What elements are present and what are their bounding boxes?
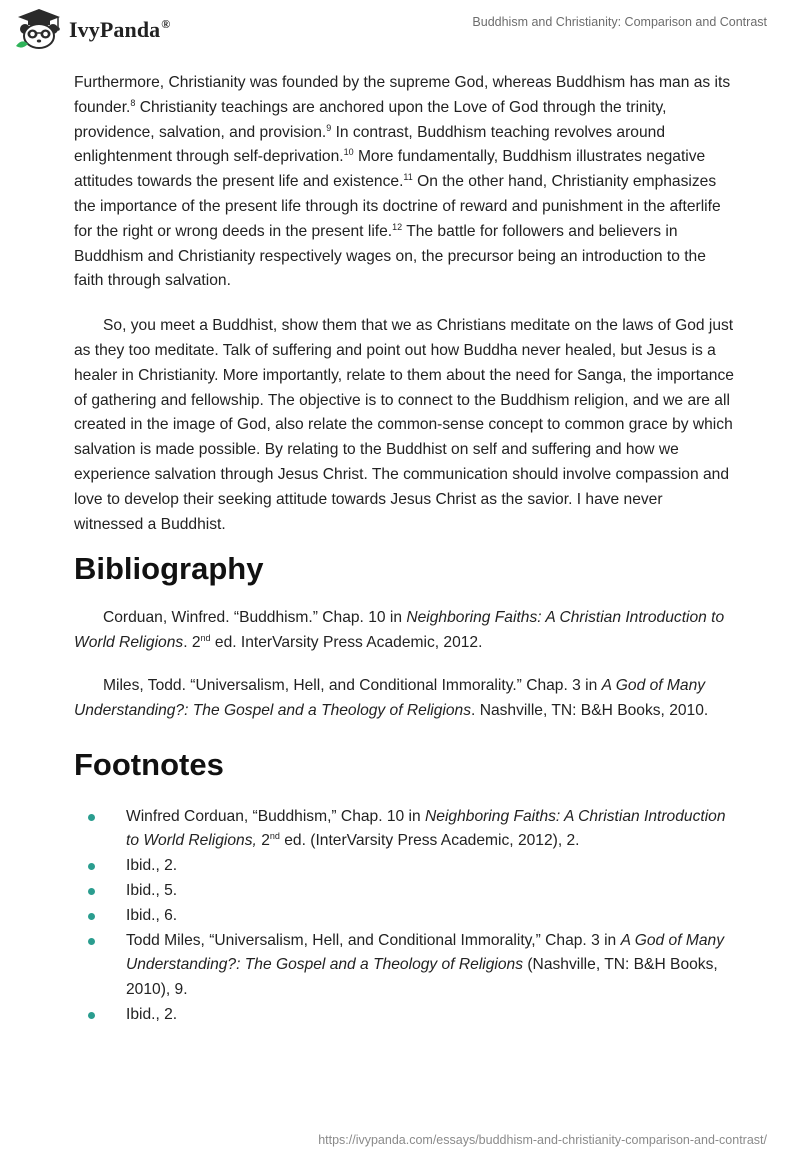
brand-name: IvyPanda® [69, 17, 171, 42]
body-paragraph-2: So, you meet a Buddhist, show them that we as Christians meditate on the laws of God just as they too meditate. Talk of suffering and point out how Buddha never healed, but Jesus is a healer in Christianity. More importantly, relate to them about the need for Sanga, the importance of gathering and fellowship. The objective is to connect to the Buddhism religion, and we are all created in the image of God, also relate the common-sense concept to common grace by which salvation is made possible. By relating to the Buddhist on self and suffering and how we experience salvation through Jesus Christ. The communication should involve compassion and love to develop their seeking attitude towards Jesus Christ as the savior. I have never witnessed a Buddhist. [74, 317, 734, 533]
footnote-item: Winfred Corduan, “Buddhism,” Chap. 10 in Neighboring Faiths: A Christian Introduction to World Religions, 2nd ed. (InterVarsity Press Academic, 2012), 2. [74, 805, 734, 855]
bibliography-entry: Corduan, Winfred. “Buddhism.” Chap. 10 in Neighboring Faiths: A Christian Introduction to World Religions. 2nd ed. InterVarsity Press Academic, 2012. [74, 609, 725, 652]
page-header [0, 0, 800, 62]
footnote-ref-11[interactable]: 11 [403, 172, 413, 183]
footnotes-list [74, 805, 734, 1028]
article-content [74, 71, 734, 1028]
ivypanda-logo[interactable] [14, 8, 170, 50]
body-paragraph-1: Furthermore, Christianity was founded by the supreme God, whereas Buddhism has man as its founder.$^8$ Christianity teachings are anchored upon the Love of God through the trinity, providence, salvation, and provision.$^9$ In contrast, Buddhism teaching revolves around enlightenment through self-deprivation.$^{10}$ More fundamentally, Buddhism illustrates negative attitudes towards the present life and existence.$^{11}$ On the other hand, Christianity emphasizes the importance of the present life through its doctrine of reward and punishment in the afterlife for the right or wrong deeds in the present life.$^{12}$ The battle for followers and believers in Buddhism and Christianity respectively wages on, the precursor being an introduction to the faith through salvation. [74, 74, 731, 290]
footnote-ref-10[interactable]: 10 [343, 147, 354, 158]
source-url-link[interactable]: https://ivypanda.com/essays/buddhism-and-christianity-comparison-and-contrast/ [318, 1133, 767, 1147]
footnote-ref-9[interactable]: 9 [326, 122, 332, 133]
bullet-icon [88, 814, 95, 821]
bullet-icon [88, 938, 95, 945]
bullet-icon [88, 913, 95, 920]
registered-mark: ® [161, 17, 171, 31]
footnote-item: Ibid., 2. [74, 1003, 734, 1028]
bullet-icon [88, 863, 95, 870]
bibliography-heading: Bibliography [74, 551, 264, 587]
footnote-item: Ibid., 2. [74, 854, 734, 879]
footnote-ref-8[interactable]: 8 [130, 97, 136, 108]
footnote-item: Todd Miles, “Universalism, Hell, and Conditional Immorality,” Chap. 3 in A God of Many Understanding?: The Gospel and a Theology of Religions (Nashville, TN: B&H Books, 2010), 9. [74, 929, 734, 1003]
bibliography-entry: Miles, Todd. “Universalism, Hell, and Conditional Immorality.” Chap. 3 in A God of Many Understanding?: The Gospel and a Theology of Religions. Nashville, TN: B&H Books, 2010. [74, 676, 709, 719]
panda-icon [14, 8, 64, 50]
footnote-item: Ibid., 5. [74, 879, 734, 904]
bullet-icon [88, 888, 95, 895]
bullet-icon [88, 1012, 95, 1019]
footnotes-heading: Footnotes [74, 746, 224, 782]
footnote-item: Ibid., 6. [74, 904, 734, 929]
document-title: Buddhism and Christianity: Comparison and Contrast [472, 15, 767, 29]
footnote-ref-12[interactable]: 12 [392, 221, 403, 232]
